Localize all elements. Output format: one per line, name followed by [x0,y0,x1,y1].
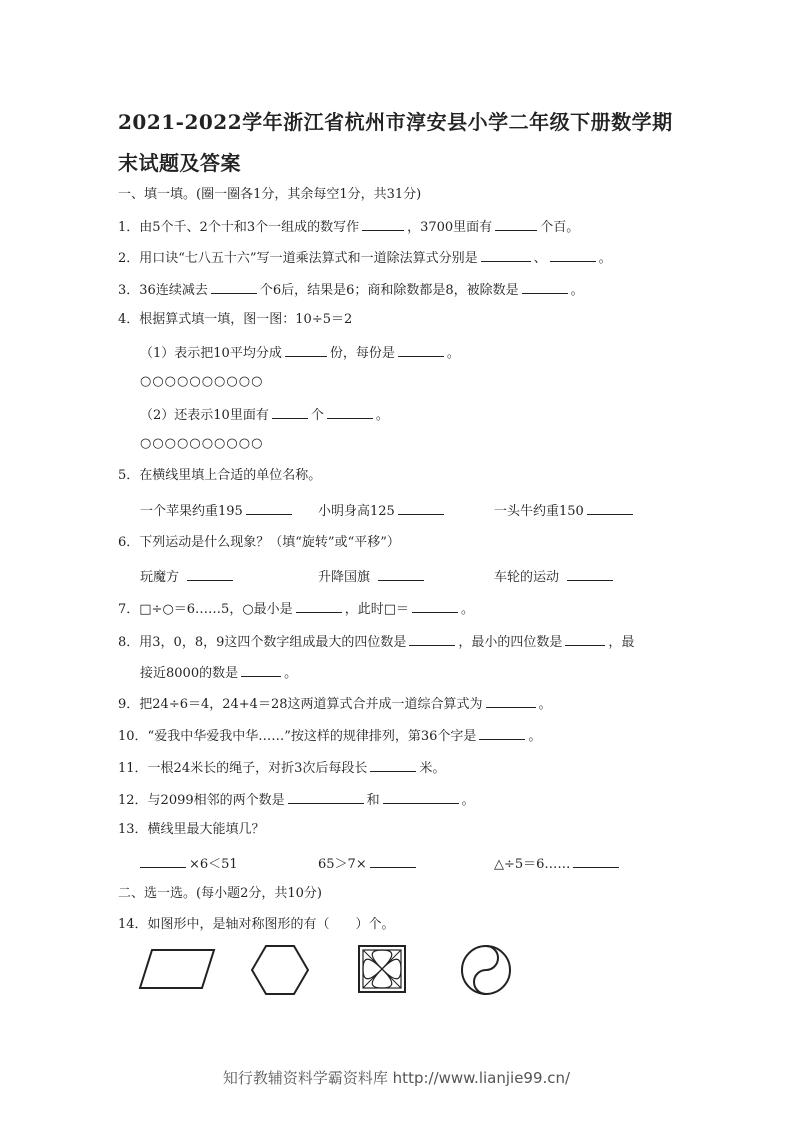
question-7 [118,599,474,619]
answer-blank[interactable] [362,217,404,231]
question-4: 4．根据算式填一填，图一图：10÷5＝2 [118,312,353,327]
q6-item-label: 玩魔方 [140,570,180,585]
question-1 [118,217,579,237]
q5-item-label: 一个苹果约重195 [140,504,243,519]
answer-blank[interactable] [378,567,424,581]
question-5: 5．在横线里填上合适的单位名称。 [118,468,322,483]
question-12 [118,790,475,810]
answer-blank[interactable] [550,248,596,262]
question-9 [118,694,552,714]
q8-text: ，最小的四位数是 [458,635,563,650]
q8-text: 接近8000的数是 [140,666,239,681]
answer-blank[interactable] [565,632,605,646]
q3-text: 个6后，结果是6；商和除数都是8，被除数是 [259,283,519,298]
q13-item-1 [140,854,238,874]
q12-text: 12．与2099相邻的两个数是 [118,793,285,808]
question-4-part-1 [140,343,460,363]
section-2-heading: 二、选一选。(每小题2分，共10分) [118,886,322,901]
q13-item-text: 65＞7× [318,857,367,872]
q3-text: 3．36连续减去 [118,283,208,298]
q1-text: 个百。 [540,220,580,235]
q4-2-text: （2）还表示10里面有 [140,408,269,423]
q5-item-label: 小明身高125 [318,504,395,519]
answer-blank[interactable] [495,217,537,231]
answer-blank[interactable] [486,694,536,708]
q13-item-3 [494,854,622,874]
q1-text: 1．由5个千、2个十和3个一组成的数写作 [118,220,360,235]
title-line-1: 2021-2022学年浙江省杭州市淳安县小学二年级下册数学期 [118,110,673,134]
q7-text: 。 [460,602,474,617]
q4-1-text: 。 [446,346,460,361]
answer-blank[interactable] [398,501,444,515]
q10-text: 。 [528,729,542,744]
answer-blank[interactable] [187,567,233,581]
q4-2-text: 个 [310,408,324,423]
q6-item-flag [318,567,427,587]
q8-text: 。 [284,666,298,681]
q1-text: ，3700里面有 [407,220,493,235]
question-2 [118,248,612,268]
circle-row-2[interactable]: ○○○○○○○○○○ [140,436,264,451]
q9-text: 。 [538,697,552,712]
answer-blank[interactable] [241,663,281,677]
title-line-2: 末试题及答案 [118,151,241,175]
q4-1-text: （1）表示把10平均分成 [140,346,282,361]
hexagon-figure [250,944,310,996]
q2-text: 、 [533,251,547,266]
q13-item-text: ×6＜51 [189,857,238,872]
q8-text: ，最 [608,635,635,650]
answer-blank[interactable] [383,790,459,804]
answer-blank[interactable] [285,343,327,357]
question-10 [118,726,541,746]
answer-blank[interactable] [398,343,444,357]
q13-item-text: △÷5＝6…… [494,857,571,872]
q2-text: 。 [598,251,612,266]
question-14: 14．如图形中，是轴对称图形的有（ ）个。 [118,917,395,932]
q6-item-cube [140,567,236,587]
q4-1-text: 份，每份是 [329,346,395,361]
q6-item-label: 升降国旗 [318,570,371,585]
question-11 [118,758,445,778]
answer-blank[interactable] [288,790,364,804]
answer-blank[interactable] [412,599,458,613]
answer-blank[interactable] [409,632,455,646]
q5-item-apple [140,501,295,521]
q3-text: 。 [570,283,584,298]
question-8-cont [140,663,297,683]
q2-text: 2．用口诀“七八五十六”写一道乘法算式和一道除法算式分别是 [118,251,478,266]
q13-item-2 [318,854,419,874]
q11-text: 米。 [419,761,446,776]
q12-text: 。 [461,793,475,808]
q4-2-text: 。 [375,408,389,423]
question-3 [118,280,584,300]
answer-blank[interactable] [573,854,619,868]
answer-blank[interactable] [481,248,531,262]
q7-text: ，此时□＝ [344,602,409,617]
answer-blank[interactable] [211,280,257,294]
parallelogram-figure [138,944,218,994]
section-1-heading: 一、填一填。(圈一圈各1分，其余每空1分，共31分) [118,187,422,202]
q5-item-height [318,501,447,521]
answer-blank[interactable] [296,599,342,613]
q10-text: 10．“爱我中华爱我中华……”按这样的规律排列，第36个字是 [118,729,477,744]
circle-row-1[interactable]: ○○○○○○○○○○ [140,374,264,389]
q6-item-wheel [494,567,616,587]
square-pattern-figure [357,944,407,994]
answer-blank[interactable] [140,854,186,868]
answer-blank[interactable] [587,501,633,515]
taiji-circle-figure [458,944,514,996]
q5-item-label: 一头牛约重150 [494,504,584,519]
answer-blank[interactable] [567,567,613,581]
answer-blank[interactable] [327,405,373,419]
answer-blank[interactable] [479,726,525,740]
q11-text: 11．一根24米长的绳子，对折3次后每段长 [118,761,368,776]
q7-text: 7．□÷○＝6……5，○最小是 [118,602,293,617]
answer-blank[interactable] [272,405,308,419]
question-8 [118,632,634,652]
q8-text: 8．用3，0，8，9这四个数字组成最大的四位数是 [118,635,407,650]
q9-text: 9．把24÷6＝4，24+4＝28这两道算式合并成一道综合算式为 [118,697,483,712]
q6-item-label: 车轮的运动 [494,570,560,585]
answer-blank[interactable] [522,280,568,294]
question-4-part-2 [140,405,389,425]
footer-watermark: 知行教辅资料学霸资料库 http://www.lianjie99.cn/ [222,1069,571,1087]
answer-blank[interactable] [246,501,292,515]
answer-blank[interactable] [370,854,416,868]
q5-item-cow [494,501,636,521]
question-13: 13．横线里最大能填几？ [118,822,265,837]
question-6: 6．下列运动是什么现象？（填“旋转”或“平移”） [118,535,400,550]
answer-blank[interactable] [370,758,416,772]
q12-text: 和 [366,793,380,808]
